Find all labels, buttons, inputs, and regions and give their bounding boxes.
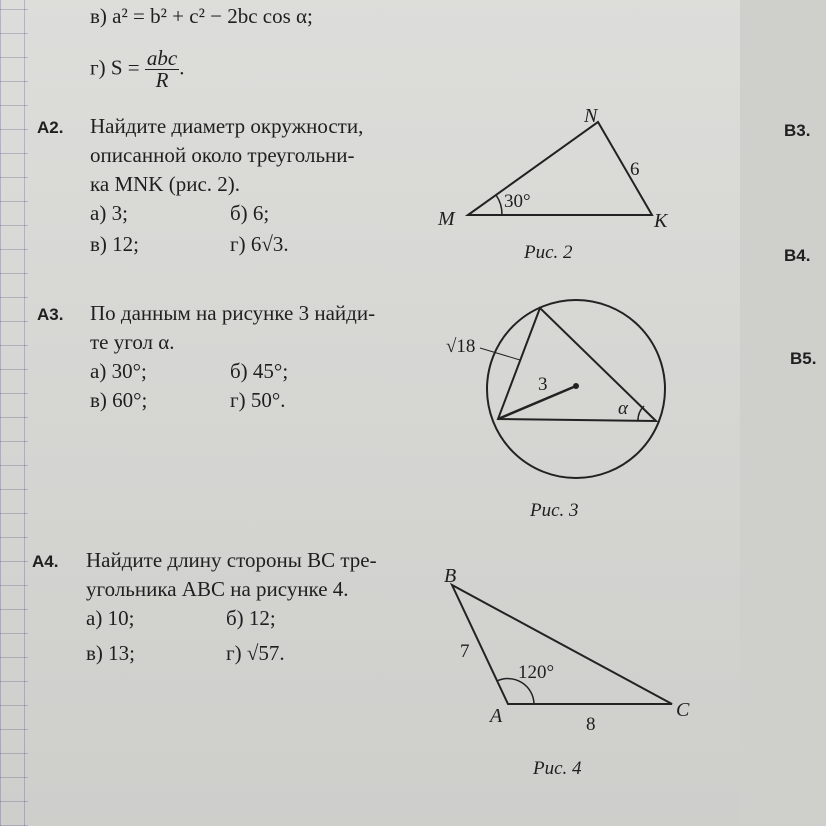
angle-m-label: 30° (504, 191, 531, 212)
a3-option-g: г) 50°. (230, 388, 286, 412)
vertex-m-label: M (438, 208, 455, 230)
a4-option-g: г) √57. (226, 641, 285, 665)
notebook-grid-margin (0, 0, 28, 826)
a2-option-v: в) 12; (90, 232, 139, 256)
radius-length-label: 3 (538, 374, 548, 395)
triangle-mnk (468, 122, 652, 215)
a4-line-1: Найдите длину стороны BC тре- (86, 548, 377, 572)
vertex-a-label: A (490, 705, 503, 727)
b3-label: B3. (784, 121, 811, 140)
figure-3-caption: Рис. 3 (530, 500, 579, 521)
a2-line-2: описанной около треугольни- (90, 143, 355, 167)
chord-length-label: √18 (446, 336, 476, 357)
figure-4-triangle-abc (430, 560, 710, 740)
a3-label: A3. (37, 305, 64, 324)
fraction-numerator: abc (146, 46, 178, 70)
adjacent-page-strip (740, 0, 826, 826)
a3-line-2: те угол α. (90, 330, 175, 354)
a3-option-b: б) 45°; (230, 359, 289, 383)
a3-line-1: По данным на рисунке 3 найди- (90, 301, 376, 325)
a4-line-2: угольника ABC на рисунке 4. (86, 577, 349, 601)
side-nk-label: 6 (630, 159, 640, 180)
fraction-abc-over-r (145, 48, 179, 91)
a2-option-a: а) 3; (90, 201, 128, 225)
a4-label: A4. (32, 552, 59, 571)
a2-line-3: ка MNK (рис. 2). (90, 172, 241, 196)
b4-label: B4. (784, 246, 811, 265)
radius-line (498, 386, 576, 419)
a4-option-v: в) 13; (86, 641, 135, 665)
a4-option-b: б) 12; (226, 606, 276, 630)
a2-line-1: Найдите диаметр окружности, (90, 114, 364, 138)
vertex-b-label: B (444, 565, 457, 587)
triangle-abc (452, 585, 672, 704)
side-ac-label: 8 (586, 714, 596, 735)
item-g-formula (90, 48, 184, 91)
vertex-n-label: N (584, 105, 598, 127)
item-g-prefix: г) S = (90, 55, 140, 80)
a2-option-b: б) 6; (230, 201, 270, 225)
item-v-formula: в) a² = b² + c² − 2bc cos α; (90, 4, 313, 28)
figure-2-caption: Рис. 2 (524, 242, 573, 263)
side-ab-label: 7 (460, 641, 470, 662)
figure-3-circle (440, 290, 680, 500)
a3-option-v: в) 60°; (90, 388, 148, 412)
inscribed-triangle (498, 308, 656, 421)
chord-label-leader (480, 348, 520, 360)
center-point (573, 383, 579, 389)
vertex-k-label: K (654, 210, 668, 232)
a2-option-g: г) 6√3. (230, 232, 289, 256)
angle-arc-m (496, 195, 502, 215)
vertex-c-label: C (676, 699, 690, 721)
angle-alpha-label: α (618, 398, 628, 419)
item-g-suffix: . (179, 55, 185, 80)
a4-option-a: а) 10; (86, 606, 135, 630)
a3-option-a: а) 30°; (90, 359, 147, 383)
a2-label: A2. (37, 118, 64, 137)
b5-label: B5. (790, 349, 817, 368)
figure-4-caption: Рис. 4 (533, 758, 582, 779)
angle-a-label: 120° (518, 662, 555, 683)
fraction-denominator: R (155, 68, 169, 92)
